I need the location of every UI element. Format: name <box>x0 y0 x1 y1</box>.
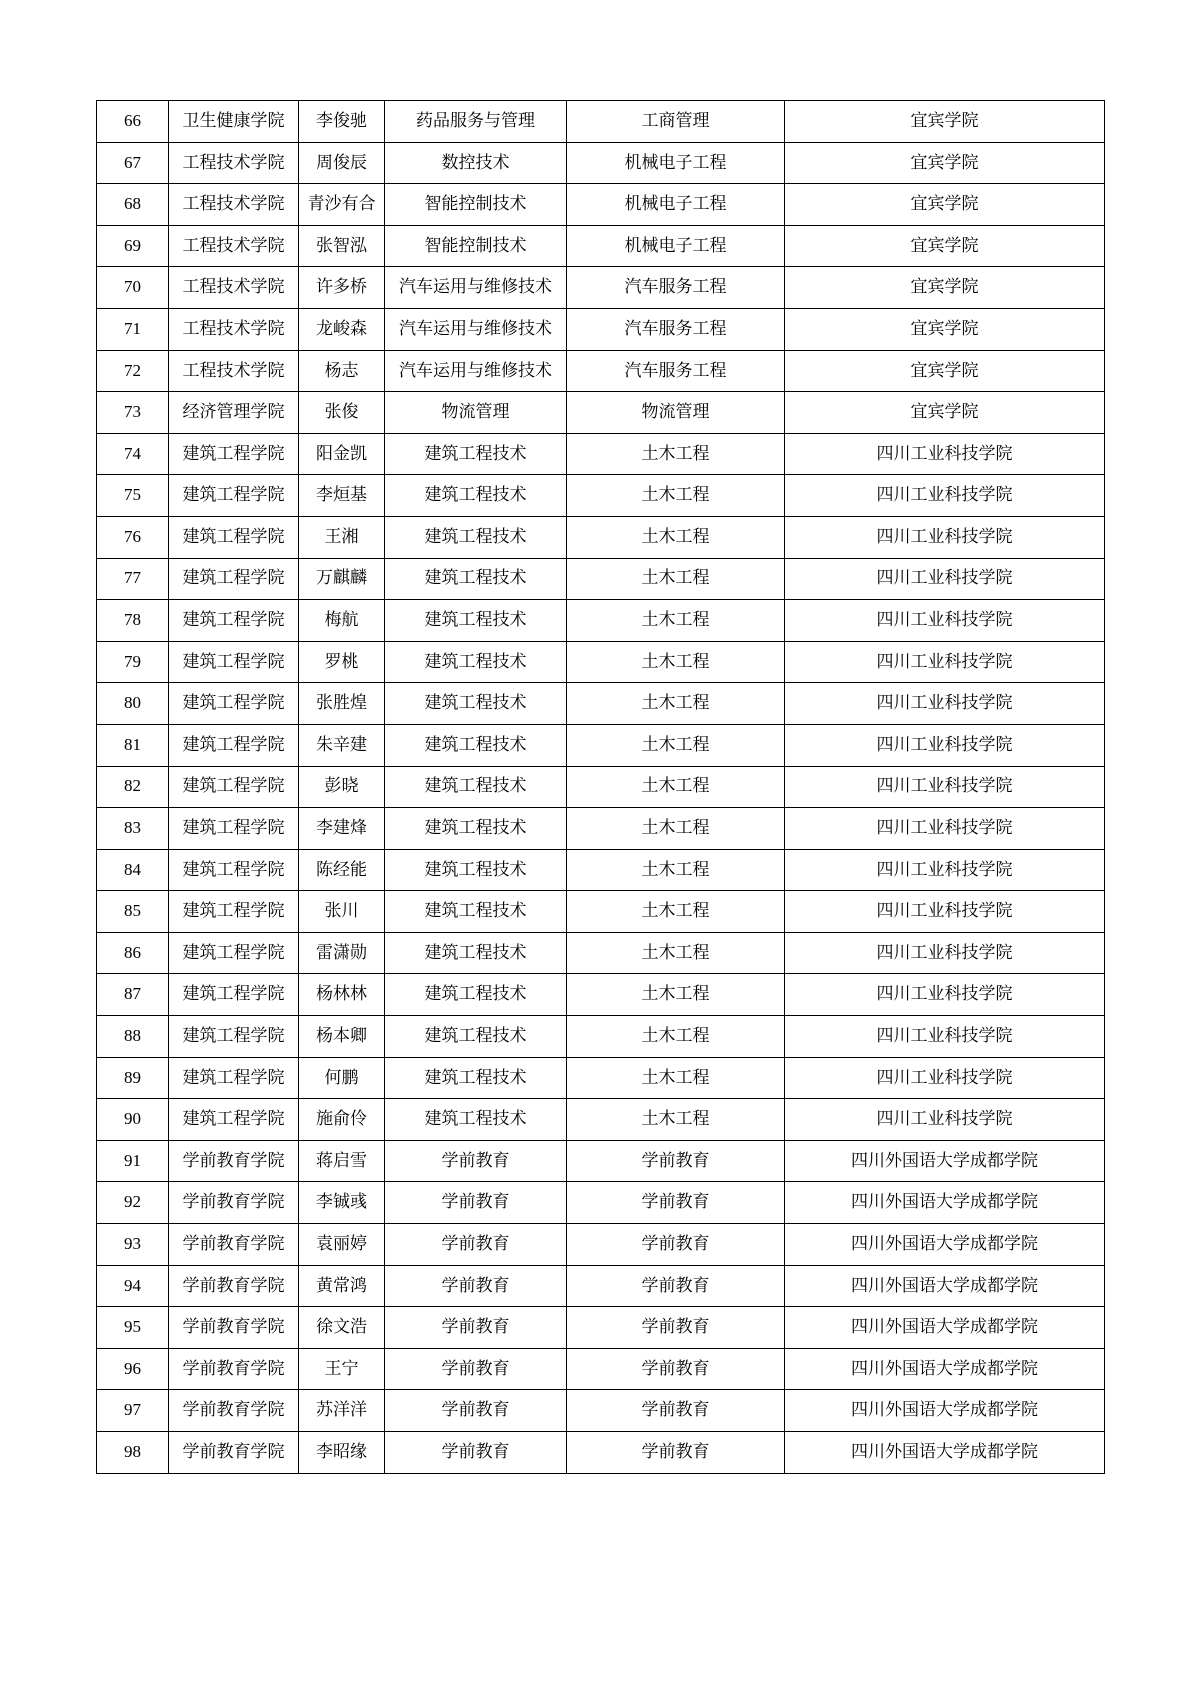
row-target-major: 土木工程 <box>567 1099 785 1141</box>
table-row <box>97 1057 1105 1099</box>
table-row <box>97 600 1105 642</box>
row-college: 建筑工程学院 <box>169 766 299 808</box>
row-major: 建筑工程技术 <box>385 1016 567 1058</box>
row-name: 李烜基 <box>299 475 385 517</box>
row-college: 学前教育学院 <box>169 1265 299 1307</box>
table-row <box>97 184 1105 226</box>
row-school: 宜宾学院 <box>785 101 1105 143</box>
row-index: 79 <box>97 641 169 683</box>
row-index: 74 <box>97 433 169 475</box>
row-college: 学前教育学院 <box>169 1140 299 1182</box>
row-index: 91 <box>97 1140 169 1182</box>
row-school: 宜宾学院 <box>785 350 1105 392</box>
row-name: 张胜煌 <box>299 683 385 725</box>
row-target-major: 学前教育 <box>567 1140 785 1182</box>
row-index: 73 <box>97 392 169 434</box>
row-index: 66 <box>97 101 169 143</box>
table-row <box>97 974 1105 1016</box>
row-name: 许多桥 <box>299 267 385 309</box>
row-name: 黄常鸿 <box>299 1265 385 1307</box>
table-row <box>97 1224 1105 1266</box>
row-school: 四川外国语大学成都学院 <box>785 1390 1105 1432</box>
row-major: 建筑工程技术 <box>385 1057 567 1099</box>
row-major: 物流管理 <box>385 392 567 434</box>
row-index: 89 <box>97 1057 169 1099</box>
row-target-major: 学前教育 <box>567 1224 785 1266</box>
row-index: 80 <box>97 683 169 725</box>
row-index: 92 <box>97 1182 169 1224</box>
row-name: 施俞伶 <box>299 1099 385 1141</box>
row-name: 雷潇勋 <box>299 932 385 974</box>
row-college: 工程技术学院 <box>169 350 299 392</box>
row-name: 杨志 <box>299 350 385 392</box>
roster-table <box>96 100 1105 1474</box>
row-name: 张川 <box>299 891 385 933</box>
row-college: 学前教育学院 <box>169 1348 299 1390</box>
row-college: 建筑工程学院 <box>169 724 299 766</box>
row-college: 建筑工程学院 <box>169 600 299 642</box>
row-college: 经济管理学院 <box>169 392 299 434</box>
table-row <box>97 641 1105 683</box>
row-college: 学前教育学院 <box>169 1390 299 1432</box>
row-school: 四川外国语大学成都学院 <box>785 1224 1105 1266</box>
row-target-major: 工商管理 <box>567 101 785 143</box>
row-index: 72 <box>97 350 169 392</box>
row-name: 王湘 <box>299 516 385 558</box>
row-index: 85 <box>97 891 169 933</box>
row-index: 70 <box>97 267 169 309</box>
table-row <box>97 1307 1105 1349</box>
roster-table-body <box>97 101 1105 1474</box>
row-school: 宜宾学院 <box>785 184 1105 226</box>
row-college: 建筑工程学院 <box>169 516 299 558</box>
row-major: 学前教育 <box>385 1140 567 1182</box>
row-major: 智能控制技术 <box>385 184 567 226</box>
row-college: 建筑工程学院 <box>169 932 299 974</box>
row-major: 学前教育 <box>385 1307 567 1349</box>
row-name: 彭晓 <box>299 766 385 808</box>
row-school: 宜宾学院 <box>785 308 1105 350</box>
row-school: 四川工业科技学院 <box>785 516 1105 558</box>
row-target-major: 汽车服务工程 <box>567 350 785 392</box>
row-name: 徐文浩 <box>299 1307 385 1349</box>
row-target-major: 学前教育 <box>567 1432 785 1474</box>
row-target-major: 学前教育 <box>567 1265 785 1307</box>
row-college: 工程技术学院 <box>169 184 299 226</box>
row-target-major: 土木工程 <box>567 433 785 475</box>
row-name: 蒋启雪 <box>299 1140 385 1182</box>
row-school: 四川工业科技学院 <box>785 1099 1105 1141</box>
row-major: 汽车运用与维修技术 <box>385 267 567 309</box>
row-school: 四川外国语大学成都学院 <box>785 1265 1105 1307</box>
row-college: 工程技术学院 <box>169 308 299 350</box>
row-target-major: 学前教育 <box>567 1307 785 1349</box>
row-school: 宜宾学院 <box>785 225 1105 267</box>
row-school: 四川工业科技学院 <box>785 808 1105 850</box>
row-target-major: 学前教育 <box>567 1348 785 1390</box>
row-name: 梅航 <box>299 600 385 642</box>
row-index: 95 <box>97 1307 169 1349</box>
row-school: 四川工业科技学院 <box>785 849 1105 891</box>
row-name: 张智泓 <box>299 225 385 267</box>
row-school: 四川外国语大学成都学院 <box>785 1348 1105 1390</box>
row-name: 袁丽婷 <box>299 1224 385 1266</box>
row-name: 张俊 <box>299 392 385 434</box>
row-index: 78 <box>97 600 169 642</box>
row-name: 苏洋洋 <box>299 1390 385 1432</box>
table-row <box>97 267 1105 309</box>
row-target-major: 汽车服务工程 <box>567 267 785 309</box>
table-row <box>97 475 1105 517</box>
row-target-major: 土木工程 <box>567 1057 785 1099</box>
row-major: 建筑工程技术 <box>385 891 567 933</box>
row-name: 阳金凯 <box>299 433 385 475</box>
table-row <box>97 1390 1105 1432</box>
row-college: 工程技术学院 <box>169 267 299 309</box>
table-row <box>97 808 1105 850</box>
row-college: 建筑工程学院 <box>169 641 299 683</box>
row-college: 建筑工程学院 <box>169 1057 299 1099</box>
row-major: 建筑工程技术 <box>385 433 567 475</box>
row-index: 76 <box>97 516 169 558</box>
row-major: 学前教育 <box>385 1265 567 1307</box>
row-name: 万麒麟 <box>299 558 385 600</box>
row-school: 四川工业科技学院 <box>785 558 1105 600</box>
row-index: 67 <box>97 142 169 184</box>
row-index: 94 <box>97 1265 169 1307</box>
row-college: 建筑工程学院 <box>169 1016 299 1058</box>
row-college: 建筑工程学院 <box>169 891 299 933</box>
row-index: 98 <box>97 1432 169 1474</box>
row-index: 77 <box>97 558 169 600</box>
row-college: 建筑工程学院 <box>169 974 299 1016</box>
row-index: 90 <box>97 1099 169 1141</box>
row-target-major: 土木工程 <box>567 932 785 974</box>
table-row <box>97 1140 1105 1182</box>
row-college: 建筑工程学院 <box>169 433 299 475</box>
table-row <box>97 891 1105 933</box>
row-school: 四川工业科技学院 <box>785 683 1105 725</box>
row-index: 69 <box>97 225 169 267</box>
row-target-major: 土木工程 <box>567 891 785 933</box>
row-index: 68 <box>97 184 169 226</box>
row-name: 龙峻森 <box>299 308 385 350</box>
row-school: 四川工业科技学院 <box>785 724 1105 766</box>
row-name: 杨本卿 <box>299 1016 385 1058</box>
row-school: 四川工业科技学院 <box>785 475 1105 517</box>
row-major: 建筑工程技术 <box>385 475 567 517</box>
row-name: 陈经能 <box>299 849 385 891</box>
row-major: 建筑工程技术 <box>385 808 567 850</box>
row-index: 87 <box>97 974 169 1016</box>
row-target-major: 土木工程 <box>567 974 785 1016</box>
row-target-major: 土木工程 <box>567 558 785 600</box>
row-target-major: 土木工程 <box>567 600 785 642</box>
row-target-major: 机械电子工程 <box>567 142 785 184</box>
row-name: 李铖彧 <box>299 1182 385 1224</box>
row-target-major: 汽车服务工程 <box>567 308 785 350</box>
row-major: 建筑工程技术 <box>385 1099 567 1141</box>
table-row <box>97 849 1105 891</box>
row-major: 建筑工程技术 <box>385 974 567 1016</box>
row-college: 建筑工程学院 <box>169 849 299 891</box>
table-row <box>97 225 1105 267</box>
table-row <box>97 308 1105 350</box>
row-target-major: 土木工程 <box>567 766 785 808</box>
row-school: 四川工业科技学院 <box>785 1016 1105 1058</box>
row-college: 建筑工程学院 <box>169 1099 299 1141</box>
row-name: 李昭缘 <box>299 1432 385 1474</box>
row-index: 86 <box>97 932 169 974</box>
table-row <box>97 101 1105 143</box>
row-major: 数控技术 <box>385 142 567 184</box>
row-index: 84 <box>97 849 169 891</box>
row-college: 工程技术学院 <box>169 142 299 184</box>
row-target-major: 土木工程 <box>567 641 785 683</box>
table-row <box>97 392 1105 434</box>
table-row <box>97 1265 1105 1307</box>
row-name: 李建烽 <box>299 808 385 850</box>
row-college: 建筑工程学院 <box>169 475 299 517</box>
row-target-major: 土木工程 <box>567 516 785 558</box>
row-name: 何鹏 <box>299 1057 385 1099</box>
row-name: 青沙有合 <box>299 184 385 226</box>
table-row <box>97 724 1105 766</box>
row-name: 罗桃 <box>299 641 385 683</box>
row-index: 88 <box>97 1016 169 1058</box>
row-school: 宜宾学院 <box>785 392 1105 434</box>
row-target-major: 土木工程 <box>567 849 785 891</box>
row-major: 建筑工程技术 <box>385 766 567 808</box>
row-school: 四川工业科技学院 <box>785 766 1105 808</box>
row-school: 宜宾学院 <box>785 267 1105 309</box>
row-major: 学前教育 <box>385 1432 567 1474</box>
row-name: 杨林林 <box>299 974 385 1016</box>
row-index: 71 <box>97 308 169 350</box>
row-school: 四川工业科技学院 <box>785 891 1105 933</box>
row-school: 四川外国语大学成都学院 <box>785 1307 1105 1349</box>
row-target-major: 土木工程 <box>567 724 785 766</box>
row-college: 卫生健康学院 <box>169 101 299 143</box>
row-major: 建筑工程技术 <box>385 932 567 974</box>
table-row <box>97 433 1105 475</box>
table-row <box>97 516 1105 558</box>
row-major: 建筑工程技术 <box>385 683 567 725</box>
table-row <box>97 1016 1105 1058</box>
table-row <box>97 350 1105 392</box>
table-row <box>97 683 1105 725</box>
row-major: 建筑工程技术 <box>385 558 567 600</box>
row-target-major: 土木工程 <box>567 475 785 517</box>
row-college: 工程技术学院 <box>169 225 299 267</box>
row-college: 建筑工程学院 <box>169 808 299 850</box>
row-major: 学前教育 <box>385 1390 567 1432</box>
row-major: 智能控制技术 <box>385 225 567 267</box>
row-college: 学前教育学院 <box>169 1182 299 1224</box>
row-major: 学前教育 <box>385 1224 567 1266</box>
row-major: 学前教育 <box>385 1348 567 1390</box>
table-row <box>97 558 1105 600</box>
row-school: 四川工业科技学院 <box>785 433 1105 475</box>
row-college: 建筑工程学院 <box>169 558 299 600</box>
row-college: 学前教育学院 <box>169 1224 299 1266</box>
table-row <box>97 1099 1105 1141</box>
row-name: 王宁 <box>299 1348 385 1390</box>
row-major: 建筑工程技术 <box>385 849 567 891</box>
row-index: 97 <box>97 1390 169 1432</box>
table-row <box>97 1182 1105 1224</box>
row-target-major: 土木工程 <box>567 808 785 850</box>
row-index: 93 <box>97 1224 169 1266</box>
row-college: 建筑工程学院 <box>169 683 299 725</box>
row-target-major: 学前教育 <box>567 1182 785 1224</box>
row-major: 建筑工程技术 <box>385 516 567 558</box>
table-row <box>97 1432 1105 1474</box>
row-name: 朱辛建 <box>299 724 385 766</box>
row-school: 四川工业科技学院 <box>785 932 1105 974</box>
row-school: 四川外国语大学成都学院 <box>785 1432 1105 1474</box>
row-school: 四川工业科技学院 <box>785 641 1105 683</box>
row-name: 李俊驰 <box>299 101 385 143</box>
row-index: 81 <box>97 724 169 766</box>
row-target-major: 机械电子工程 <box>567 225 785 267</box>
row-target-major: 土木工程 <box>567 1016 785 1058</box>
row-major: 药品服务与管理 <box>385 101 567 143</box>
table-row <box>97 766 1105 808</box>
row-school: 四川外国语大学成都学院 <box>785 1140 1105 1182</box>
row-major: 建筑工程技术 <box>385 600 567 642</box>
row-major: 学前教育 <box>385 1182 567 1224</box>
row-index: 96 <box>97 1348 169 1390</box>
row-major: 建筑工程技术 <box>385 641 567 683</box>
row-target-major: 学前教育 <box>567 1390 785 1432</box>
row-school: 四川外国语大学成都学院 <box>785 1182 1105 1224</box>
table-row <box>97 1348 1105 1390</box>
row-school: 宜宾学院 <box>785 142 1105 184</box>
row-major: 汽车运用与维修技术 <box>385 308 567 350</box>
row-index: 83 <box>97 808 169 850</box>
row-college: 学前教育学院 <box>169 1307 299 1349</box>
row-school: 四川工业科技学院 <box>785 1057 1105 1099</box>
row-school: 四川工业科技学院 <box>785 974 1105 1016</box>
row-major: 建筑工程技术 <box>385 724 567 766</box>
row-school: 四川工业科技学院 <box>785 600 1105 642</box>
row-index: 75 <box>97 475 169 517</box>
row-target-major: 物流管理 <box>567 392 785 434</box>
table-row <box>97 142 1105 184</box>
row-target-major: 机械电子工程 <box>567 184 785 226</box>
row-index: 82 <box>97 766 169 808</box>
row-name: 周俊辰 <box>299 142 385 184</box>
row-major: 汽车运用与维修技术 <box>385 350 567 392</box>
table-row <box>97 932 1105 974</box>
row-college: 学前教育学院 <box>169 1432 299 1474</box>
row-target-major: 土木工程 <box>567 683 785 725</box>
